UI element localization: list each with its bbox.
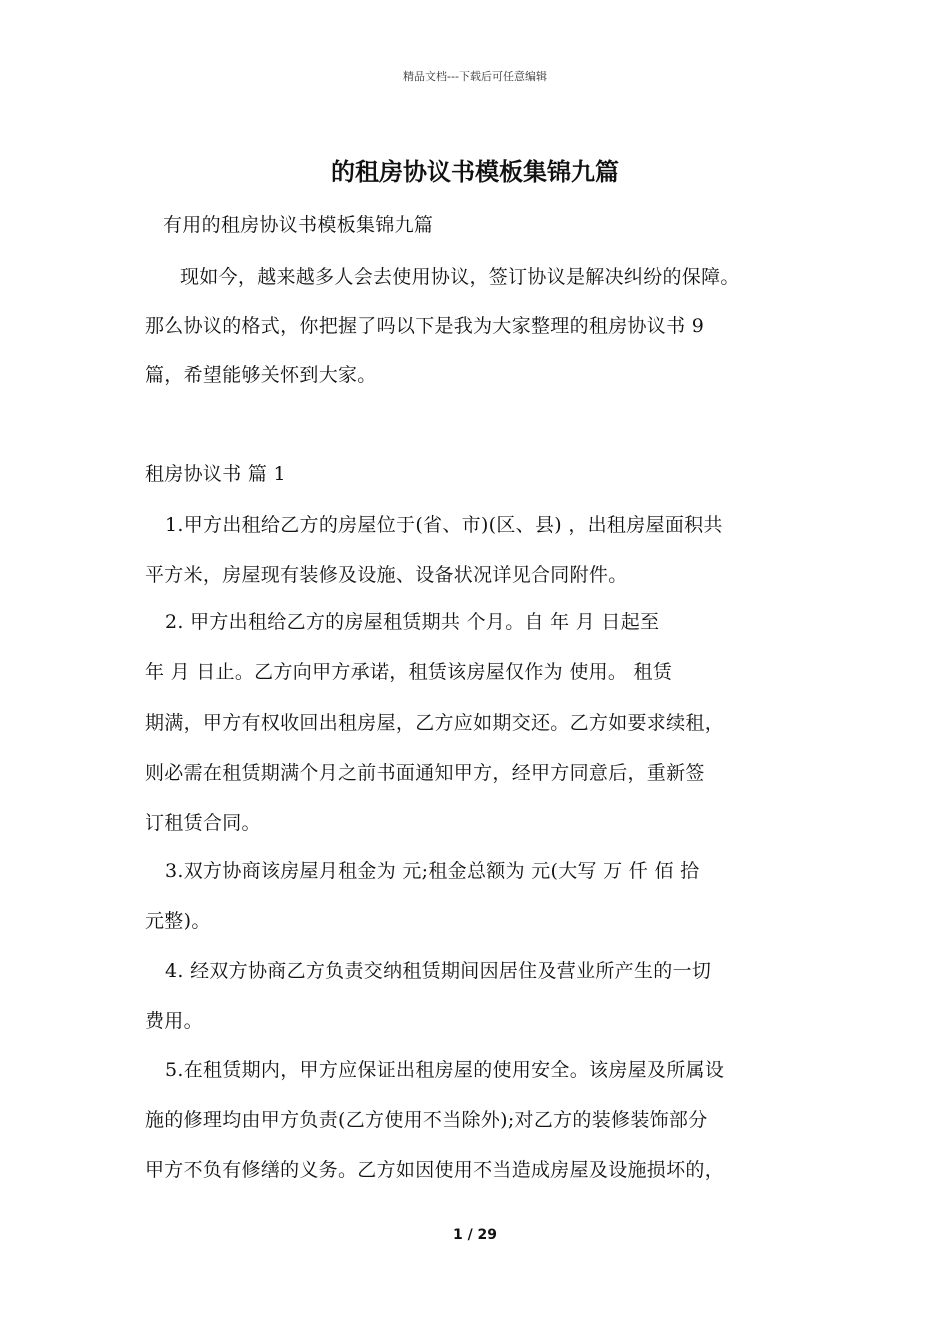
paragraph-line: 年 月 日止。乙方向甲方承诺，租赁该房屋仅作为 使用。 租赁: [145, 661, 673, 683]
paragraph-line: 篇，希望能够关怀到大家。: [145, 364, 377, 386]
paragraph-line: 2. 甲方出租给乙方的房屋租赁期共 个月。自 年 月 日起至: [165, 611, 660, 633]
paragraph-line: 元整)。: [145, 910, 211, 932]
header-note: 精品文档---下载后可任意编辑: [403, 70, 547, 83]
paragraph-line: 甲方不负有修缮的义务。乙方如因使用不当造成房屋及设施损坏的，: [145, 1159, 725, 1181]
paragraph-line: 1.甲方出租给乙方的房屋位于(省、市)(区、县) ，出租房屋面积共: [165, 514, 723, 536]
paragraph-line: 费用。: [145, 1010, 203, 1032]
paragraph-line: 则必需在租赁期满个月之前书面通知甲方，经甲方同意后，重新签: [145, 762, 705, 784]
section-heading: 租房协议书 篇 1: [145, 463, 286, 485]
paragraph-line: 施的修理均由甲方负责(乙方使用不当除外);对乙方的装修装饰部分: [145, 1109, 708, 1131]
paragraph-line: 平方米，房屋现有装修及设施、设备状况详见合同附件。: [145, 564, 628, 586]
page-number: 1 / 29: [452, 1227, 498, 1243]
paragraph-line: 现如今，越来越多人会去使用协议，签订协议是解决纠纷的保障。: [180, 266, 740, 288]
paragraph-line: 订租赁合同。: [145, 812, 261, 834]
paragraph-line: 3.双方协商该房屋月租金为 元;租金总额为 元(大写 万 仟 佰 拾: [165, 860, 700, 882]
subtitle-line: 有用的租房协议书模板集锦九篇: [163, 214, 434, 236]
paragraph-line: 4. 经双方协商乙方负责交纳租赁期间因居住及营业所产生的一切: [165, 960, 712, 982]
paragraph-line: 那么协议的格式，你把握了吗以下是我为大家整理的租房协议书 9: [145, 315, 705, 337]
paragraph-line: 5.在租赁期内，甲方应保证出租房屋的使用安全。该房屋及所属设: [165, 1059, 725, 1081]
paragraph-line: 期满，甲方有权收回出租房屋，乙方应如期交还。乙方如要求续租，: [145, 712, 725, 734]
document-title: 的租房协议书模板集锦九篇: [331, 157, 619, 186]
